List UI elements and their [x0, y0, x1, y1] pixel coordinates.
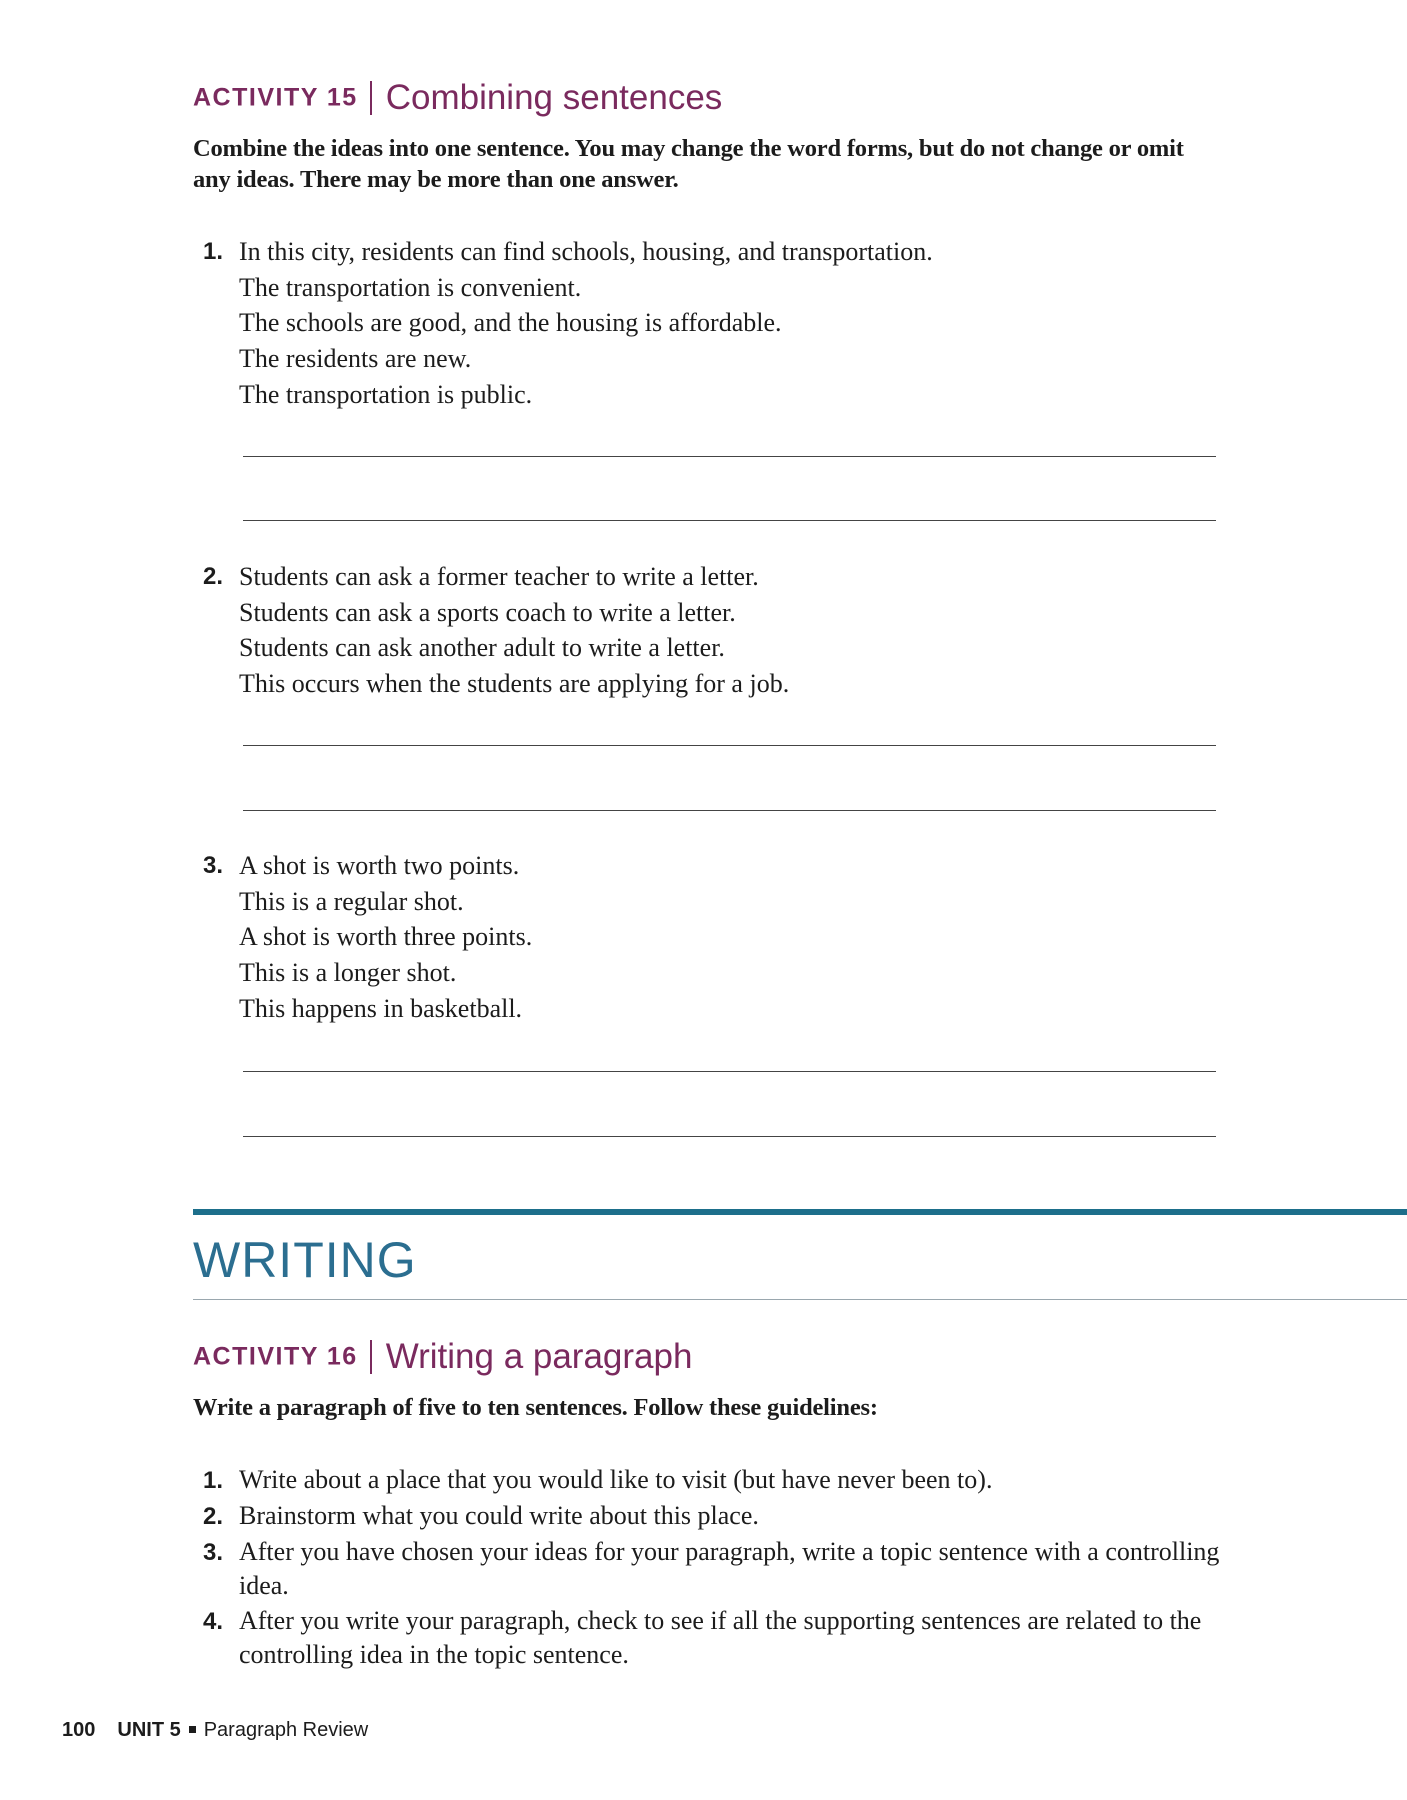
- item-3-sentence-5: This happens in basketball.: [239, 993, 523, 1023]
- item-3-answer-line-2[interactable]: [243, 1136, 1216, 1137]
- item-1-sentence-2: The transportation is convenient.: [239, 272, 582, 302]
- section-divider: [193, 1209, 1407, 1215]
- heading-divider: [370, 1340, 372, 1374]
- guideline-item-3: [203, 1535, 1223, 1602]
- guideline-number: 4.: [203, 1608, 224, 1635]
- item-3-sentence-4: This is a longer shot.: [239, 958, 457, 988]
- item-1-answer-line-2[interactable]: [243, 520, 1216, 521]
- item-number: 1.: [203, 238, 224, 265]
- activity-16-heading: [193, 1337, 692, 1377]
- item-number: 2.: [203, 563, 224, 590]
- item-1-answer-line-1[interactable]: [243, 456, 1216, 457]
- activity-15-title: Combining sentences: [385, 78, 723, 117]
- section-title: WRITING: [193, 1232, 417, 1288]
- page-number: 100: [62, 1719, 96, 1741]
- activity-16-label: ACTIVITY 16: [193, 1342, 358, 1371]
- guideline-item-2: [203, 1499, 1223, 1533]
- item-2-sentence-2: Students can ask a sports coach to write a letter.: [239, 597, 736, 627]
- exercise-item-1: [203, 234, 933, 413]
- activity-15-instructions: Combine the ideas into one sentence. You may change the word forms, but do not change or omit any ideas. There may be more than one answer.: [193, 135, 1184, 193]
- guideline-text: After you have chosen your ideas for your paragraph, write a topic sentence with a controlling idea.: [239, 1537, 1220, 1600]
- item-2-answer-line-1[interactable]: [243, 745, 1216, 746]
- activity-16-instructions: Write a paragraph of five to ten sentences. Follow these guidelines:: [193, 1394, 878, 1421]
- unit-label: UNIT 5: [117, 1719, 181, 1741]
- guideline-number: 2.: [203, 1503, 224, 1530]
- guideline-item-1: [203, 1463, 1223, 1497]
- guideline-number: 3.: [203, 1539, 224, 1566]
- guideline-text: After you write your paragraph, check to see if all the supporting sentences are related to the controlling idea in the topic sentence.: [239, 1606, 1202, 1669]
- activity-16-title: Writing a paragraph: [385, 1337, 693, 1376]
- guideline-text: Brainstorm what you could write about this place.: [239, 1501, 759, 1530]
- section-underline: [193, 1299, 1407, 1300]
- item-number: 3.: [203, 852, 224, 879]
- guideline-text: Write about a place that you would like to visit (but have never been to).: [239, 1465, 993, 1494]
- page-footer: [62, 1719, 368, 1742]
- item-2-sentence-3: Students can ask another adult to write a letter.: [239, 633, 725, 663]
- item-1-sentence-4: The residents are new.: [239, 344, 472, 374]
- item-3-sentence-3: A shot is worth three points.: [239, 922, 533, 952]
- activity-15-heading: [193, 78, 722, 118]
- guideline-number: 1.: [203, 1467, 224, 1494]
- item-1-sentence-5: The transportation is public.: [239, 379, 533, 409]
- item-3-sentence-2: This is a regular shot.: [239, 886, 464, 916]
- item-1-sentence-1: In this city, residents can find schools, housing, and transportation.: [239, 237, 933, 266]
- item-3-sentence-1: A shot is worth two points.: [239, 851, 520, 880]
- bullet-icon: [189, 1726, 196, 1733]
- item-2-sentence-1: Students can ask a former teacher to write a letter.: [239, 562, 759, 591]
- unit-title: Paragraph Review: [203, 1719, 369, 1741]
- guideline-item-4: [203, 1604, 1223, 1671]
- item-1-sentence-3: The schools are good, and the housing is affordable.: [239, 308, 782, 338]
- exercise-item-2: [203, 559, 789, 702]
- item-2-sentence-4: This occurs when the students are applying for a job.: [239, 669, 790, 699]
- item-3-answer-line-1[interactable]: [243, 1071, 1216, 1072]
- exercise-item-3: [203, 848, 532, 1027]
- item-2-answer-line-2[interactable]: [243, 810, 1216, 811]
- activity-15-label: ACTIVITY 15: [193, 83, 358, 112]
- heading-divider: [370, 81, 372, 115]
